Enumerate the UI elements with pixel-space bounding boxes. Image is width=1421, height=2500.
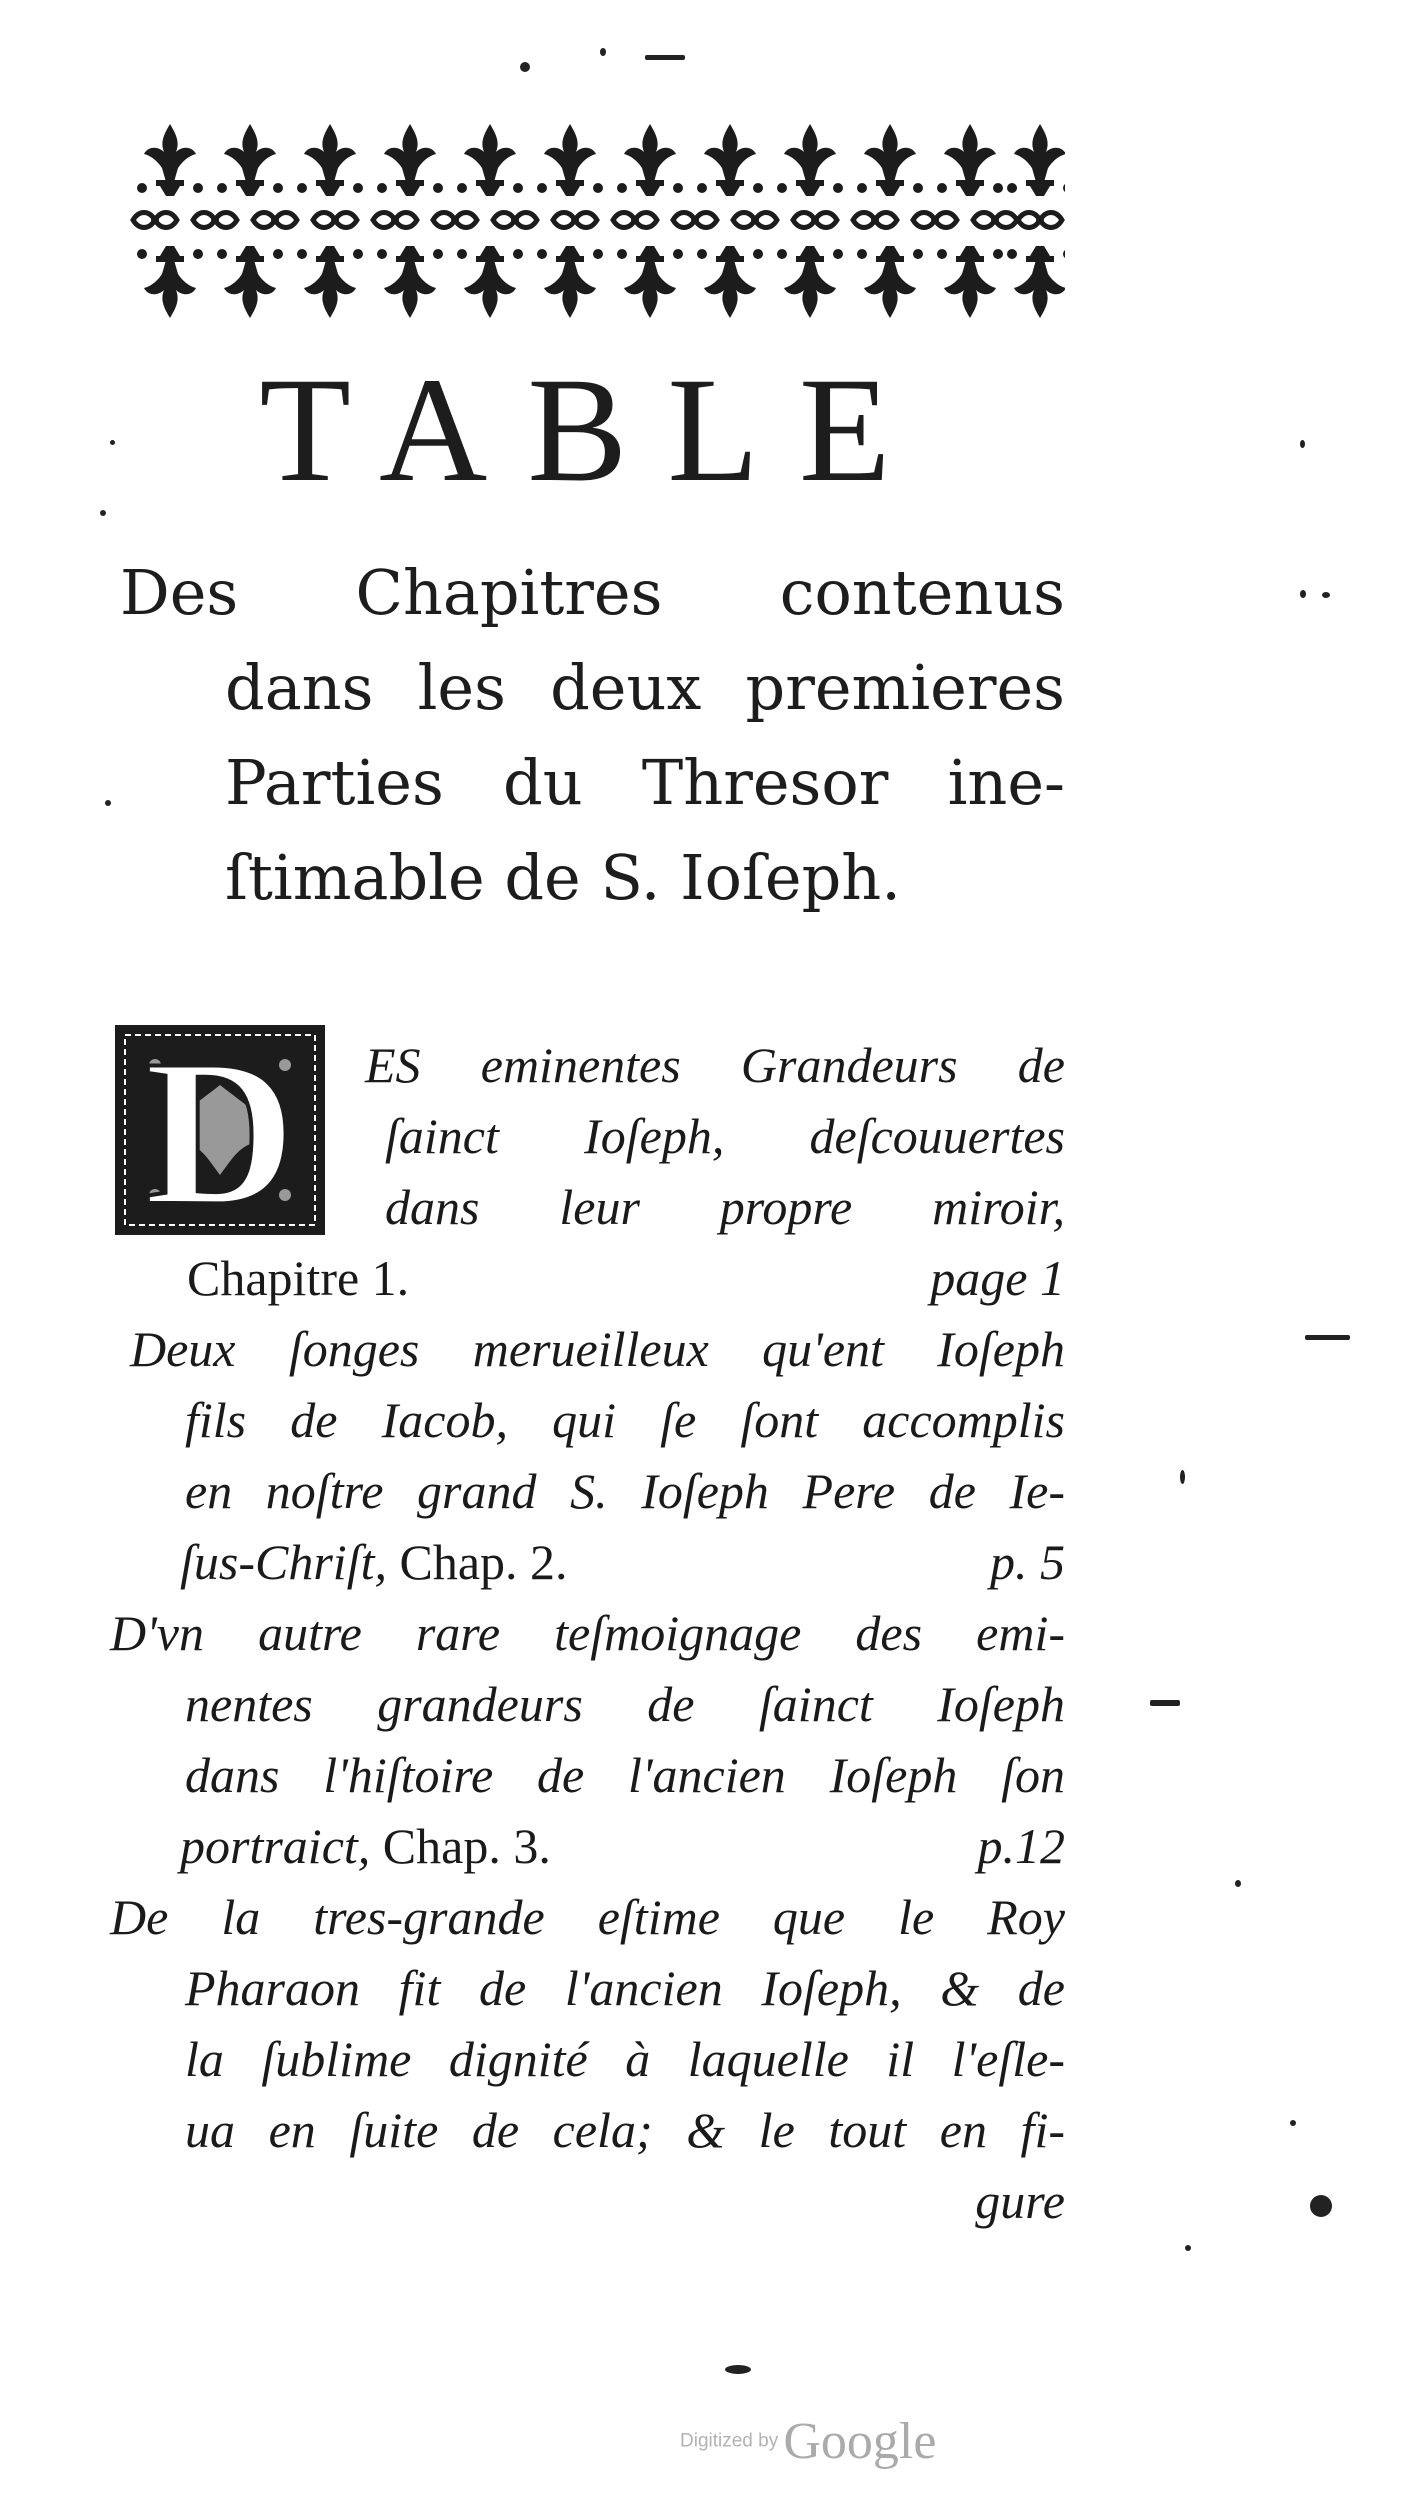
scan-speck <box>725 2365 751 2374</box>
table-of-contents <box>105 1030 1065 2237</box>
scan-speck <box>1180 1470 1185 1484</box>
toc-entry-line: nentes grandeurs de ſainct Ioſeph <box>185 1676 1065 1732</box>
toc-page-ref: p. 5 <box>990 1534 1065 1590</box>
subtitle <box>120 545 1070 925</box>
toc-entry-line: ua en ſuite de cela; & le tout en fi- <box>185 2102 1065 2158</box>
scan-speck <box>1150 1700 1180 1706</box>
scan-speck <box>520 62 530 72</box>
subtitle-line-2: dans les deux premieres <box>225 651 1065 724</box>
toc-entry <box>105 1314 1065 1598</box>
scan-speck <box>1305 1335 1350 1340</box>
toc-entry-line: en noſtre grand S. Ioſeph Pere de Ie- <box>185 1463 1065 1519</box>
scan-speck <box>1300 590 1306 598</box>
dropcap-letter: D <box>144 1025 296 1235</box>
toc-entry <box>105 1030 1065 1314</box>
toc-entry-line: gure <box>975 2173 1065 2229</box>
scan-speck <box>1310 2195 1332 2217</box>
toc-entry-line: D'vn autre rare teſmoignage des emi- <box>110 1605 1065 1661</box>
toc-entry-continuation <box>180 1811 551 1882</box>
digitized-label: Digitized by <box>680 2430 779 2452</box>
toc-entry-line: De la tres-grande eſtime que le Roy <box>110 1889 1065 1945</box>
page-title: TABLE <box>259 347 931 513</box>
toc-entry-line: Pharaon fit de l'ancien Ioſeph, & de <box>185 1960 1065 2016</box>
fleuron-ornament-band <box>125 110 1065 325</box>
toc-entry-continuation <box>180 1527 568 1598</box>
subtitle-line-3: Parties du Thresor ine- <box>225 746 1065 819</box>
subtitle-line-4: ſtimable de S. Ioſeph. <box>225 841 901 914</box>
toc-entry <box>105 1882 1065 2237</box>
scan-speck <box>105 800 111 806</box>
toc-entry-line: dans l'hiſtoire de l'ancien Ioſeph ſon <box>185 1747 1065 1803</box>
scan-speck <box>600 48 606 56</box>
toc-entry-line: ſus-Chriſt, <box>180 1534 387 1590</box>
toc-entry-line: ſainct Ioſeph, deſcouuertes <box>385 1108 1065 1164</box>
scan-speck <box>1300 440 1305 448</box>
toc-entry-line: la ſublime dignité à laquelle il l'eſle- <box>185 2031 1065 2087</box>
toc-entry-line: fils de Iacob, qui ſe ſont accomplis <box>185 1392 1065 1448</box>
scan-speck <box>1290 2120 1296 2126</box>
toc-entry <box>105 1598 1065 1882</box>
scan-speck <box>645 55 685 60</box>
scan-speck <box>110 440 115 445</box>
subtitle-line-1: Des Chapitres contenus <box>120 556 1065 629</box>
digitized-watermark <box>680 2412 1000 2472</box>
toc-page-ref: page 1 <box>930 1250 1065 1306</box>
scan-speck <box>1322 592 1330 598</box>
toc-page-ref: p.12 <box>977 1818 1065 1874</box>
toc-chapter: Chap. 3. <box>382 1818 551 1874</box>
toc-entry-line: portraict, <box>180 1818 371 1874</box>
google-wordmark: Google <box>783 2413 937 2470</box>
toc-entry-line: Deux ſonges merueilleux qu'ent Ioſeph <box>130 1321 1065 1377</box>
toc-chapter: Chap. 2. <box>399 1534 568 1590</box>
scan-speck <box>100 510 106 516</box>
toc-entry-line: ES eminentes Grandeurs de <box>365 1037 1065 1093</box>
toc-entry-line: dans leur propre miroir, <box>385 1179 1065 1235</box>
scan-speck <box>1235 1880 1241 1887</box>
toc-chapter: Chapitre 1. <box>187 1250 410 1306</box>
scan-speck <box>1185 2245 1191 2251</box>
